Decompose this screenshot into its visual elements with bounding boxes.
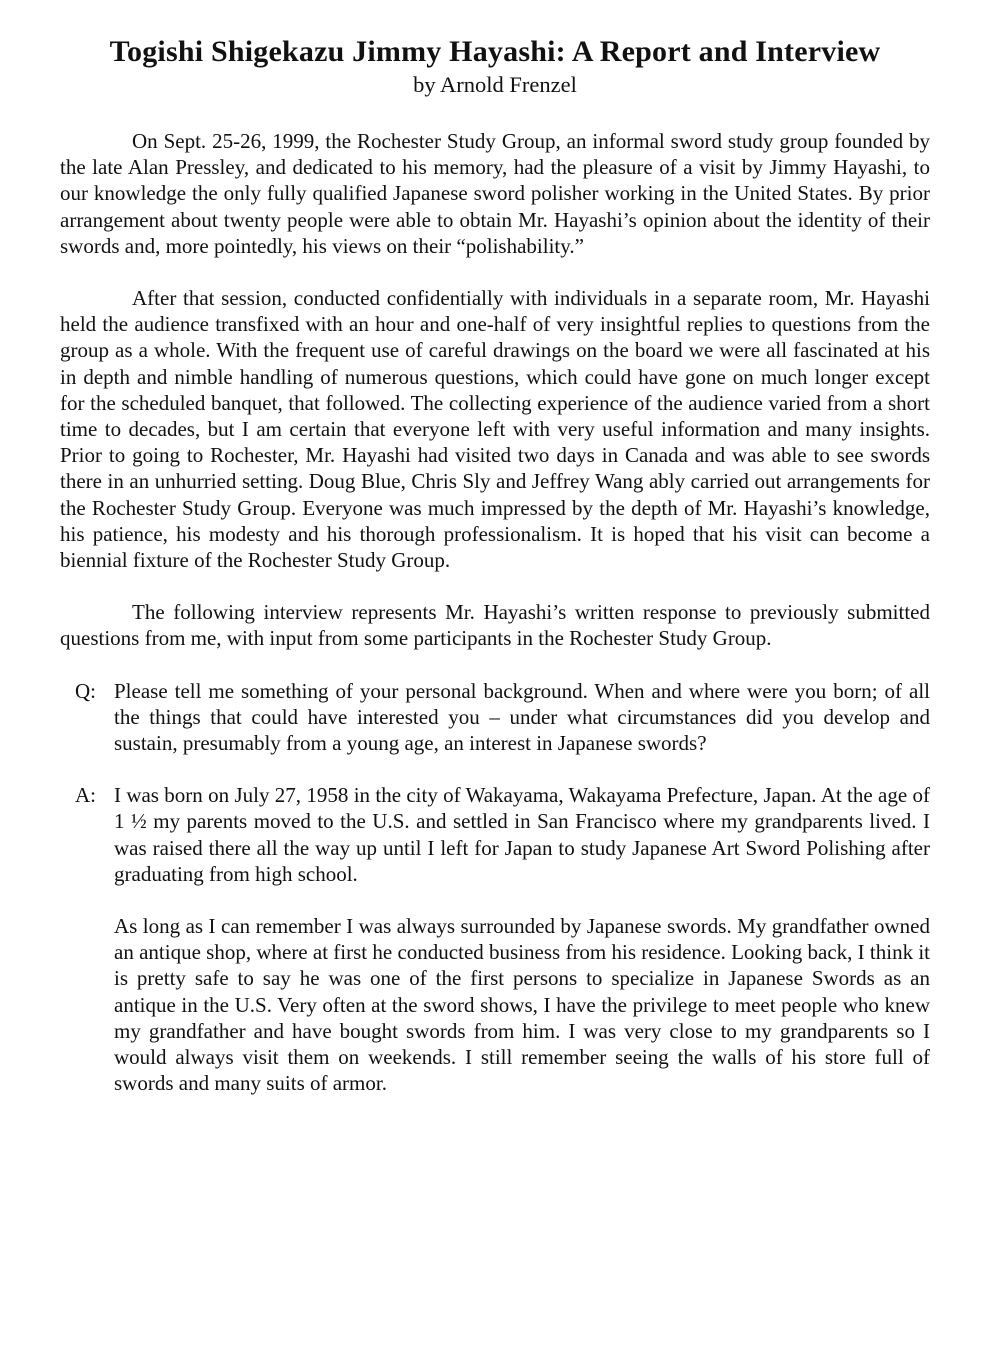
answer-text-1: I was born on July 27, 1958 in the city of Wakayama, Wakayama Prefecture, Japan. At the age of 1 ½ my parents moved to the U.S. and settled in San Francisco where my grandparents lived. I was raised there all the way up until I left for Japan to study Japanese Art Sword Polishing after graduating from high school. — [114, 783, 930, 886]
answer-marker: A: — [75, 783, 96, 808]
author-byline: by Arnold Frenzel — [413, 72, 577, 97]
question-marker: Q: — [75, 678, 96, 703]
intro-paragraph: On Sept. 25-26, 1999, the Rochester Study Group, an informal sword study group founded by the late Alan Pressley, and dedicated to his memory, had the pleasure of a visit by Jimmy Hayashi, to our knowledge the only fully qualified Japanese sword polisher working in the United States. By prior arrangement about twenty people were able to obtain Mr. Hayashi’s opinion about the identity of their swords and, more pointedly, his views on their “polishability.” — [60, 129, 930, 258]
document-title: Togishi Shigekazu Jimmy Hayashi: A Report and Interview — [109, 35, 881, 68]
answer-block — [60, 782, 930, 1096]
interview-intro-paragraph: The following interview represents Mr. Hayashi’s written response to previously submitted questions from me, with input from some participants in the Rochester Study Group. — [60, 600, 930, 651]
answer-text-2: As long as I can remember I was always surrounded by Japanese swords. My grandfather owned an antique shop, where at first he conducted business from his residence. Looking back, I think it is pretty safe to say he was one of the first persons to specialize in Japanese Swords as an antique in the U.S. Very often at the sword shows, I have the privilege to meet people who knew my grandfather and have bought swords from him. I was very close to my grandparents so I would always visit them on weekends. I still remember seeing the walls of his store full of swords and many suits of armor. — [114, 914, 930, 1096]
question-text: Please tell me something of your personal background. When and where were you born; of all the things that could have interested you – under what circumstances did you develop and sustain, presumably from a young age, an interest in Japanese swords? — [114, 678, 930, 756]
question-block — [60, 678, 930, 757]
session-paragraph: After that session, conducted confidentially with individuals in a separate room, Mr. Hayashi held the audience transfixed with an hour and one-half of very insightful replies to questions from the group as a whole. With the frequent use of careful drawings on the board we were all fascinated at his in depth and nimble handling of numerous questions, which could have gone on much longer except for the scheduled banquet, that followed. The collecting experience of the audience varied from a short time to decades, but I am certain that everyone left with very useful information and many insights. Prior to going to Rochester, Mr. Hayashi had visited two days in Canada and was able to see swords there in an unhurried setting. Doug Blue, Chris Sly and Jeffrey Wang ably carried out arrangements for the Rochester Study Group. Everyone was much impressed by the depth of Mr. Hayashi’s knowledge, his patience, his modesty and his thorough professionalism. It is hoped that his visit can become a biennial fixture of the Rochester Study Group. — [60, 286, 930, 573]
